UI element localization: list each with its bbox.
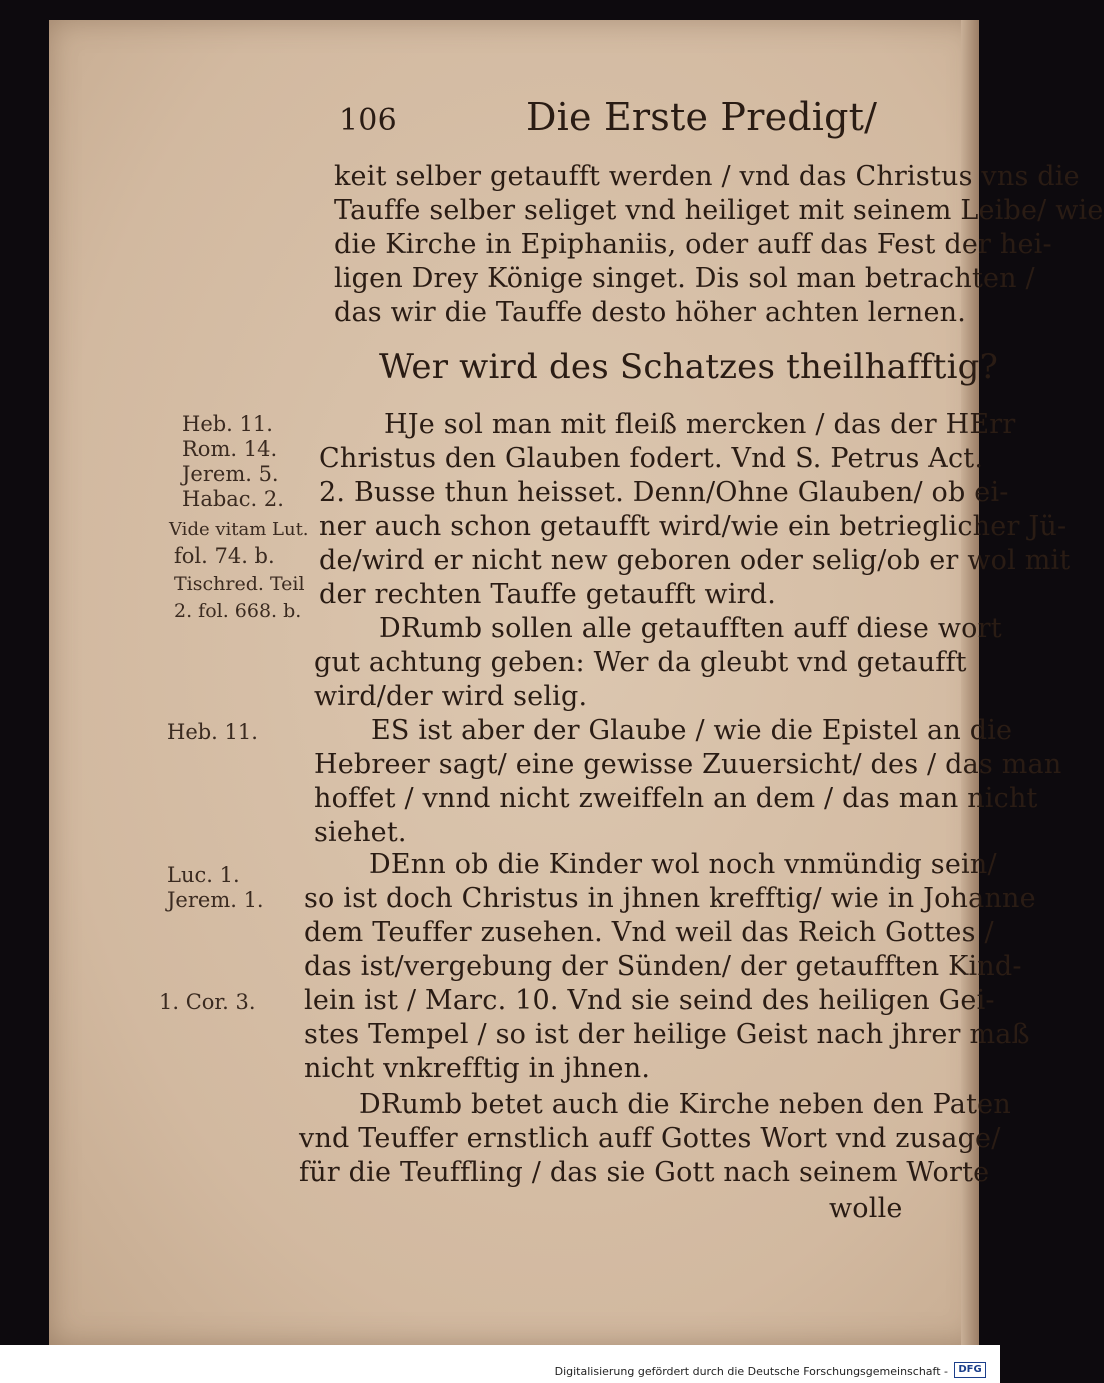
margin-note: Jerem. 5. (182, 462, 279, 486)
body-line: für die Teuffling / das sie Gott nach seinem Worte (299, 1157, 990, 1188)
body-line: dem Teuffer zusehen. Vnd weil das Reich Gottes / (304, 917, 994, 948)
body-line: HJe sol man mit fleiß mercken / das der HErr (384, 409, 1016, 440)
margin-note: fol. 74. b. (174, 544, 275, 568)
body-line: ner auch schon getaufft wird/wie ein betrieglicher Jü- (319, 511, 1067, 542)
body-line: keit selber getaufft werden / vnd das Christus vns die (334, 161, 1080, 192)
body-line: gut achtung geben: Wer da gleubt vnd getaufft (314, 647, 967, 678)
body-line: stes Tempel / so ist der heilige Geist nach jhrer maß (304, 1019, 1030, 1050)
body-line: Christus den Glauben fodert. Vnd S. Petrus Act. (319, 443, 984, 474)
body-line: DRumb betet auch die Kirche neben den Paten (359, 1089, 1011, 1120)
body-line: vnd Teuffer ernstlich auff Gottes Wort vnd zusage/ (299, 1123, 1001, 1154)
section-heading: Wer wird des Schatzes theilhafftig? (379, 347, 999, 387)
catchword: wolle (829, 1193, 903, 1224)
body-line: siehet. (314, 817, 407, 848)
body-line: die Kirche in Epiphaniis, oder auff das Fest der hei- (334, 229, 1052, 260)
body-line: hoffet / vnnd nicht zweiffeln an dem / das man nicht (314, 783, 1038, 814)
margin-note: Vide vitam Lut. (169, 519, 309, 540)
body-line: der rechten Tauffe getaufft wird. (319, 579, 777, 610)
body-line: das wir die Tauffe desto höher achten lernen. (334, 297, 967, 328)
body-line: Tauffe selber seliget vnd heiliget mit seinem Leibe/ wie (334, 195, 1104, 226)
body-line: DEnn ob die Kinder wol noch vnmündig sein/ (369, 849, 997, 880)
body-line: ES ist aber der Glaube / wie die Epistel an die (371, 715, 1013, 746)
running-title: Die Erste Predigt/ (526, 95, 878, 139)
margin-note: Habac. 2. (182, 487, 284, 511)
body-line: DRumb sollen alle getaufften auff diese wort (379, 613, 1002, 644)
margin-note: Heb. 11. (182, 412, 273, 436)
body-line: wird/der wird selig. (314, 681, 588, 712)
margin-note: 2. fol. 668. b. (174, 600, 302, 622)
margin-note: Rom. 14. (182, 437, 278, 461)
dfg-logo-icon: DFG (954, 1362, 986, 1378)
body-line: nicht vnkrefftig in jhnen. (304, 1053, 651, 1084)
body-line: de/wird er nicht new geboren oder selig/ob er wol mit (319, 545, 1071, 576)
body-line: Hebreer sagt/ eine gewisse Zuuersicht/ des / das man (314, 749, 1062, 780)
body-line: lein ist / Marc. 10. Vnd sie seind des heiligen Gei- (304, 985, 995, 1016)
margin-note: Tischred. Teil (174, 573, 305, 595)
body-line: 2. Busse thun heisset. Denn/Ohne Glauben/ ob ei- (319, 477, 1009, 508)
margin-note: Luc. 1. (167, 863, 240, 887)
book-page (49, 20, 1104, 1345)
body-line: das ist/vergebung der Sünden/ der getaufften Kind- (304, 951, 1022, 982)
digitization-footer (0, 1345, 1000, 1383)
page-number: 106 (339, 103, 397, 138)
body-line: ligen Drey Könige singet. Dis sol man betrachten / (334, 263, 1035, 294)
margin-note: 1. Cor. 3. (159, 990, 256, 1014)
body-line: so ist doch Christus in jhnen krefftig/ wie in Johanne (304, 883, 1036, 914)
margin-note: Jerem. 1. (167, 888, 264, 912)
footer-credit: Digitalisierung gefördert durch die Deutsche Forschungsgemeinschaft - (554, 1365, 948, 1378)
margin-note: Heb. 11. (167, 720, 258, 744)
